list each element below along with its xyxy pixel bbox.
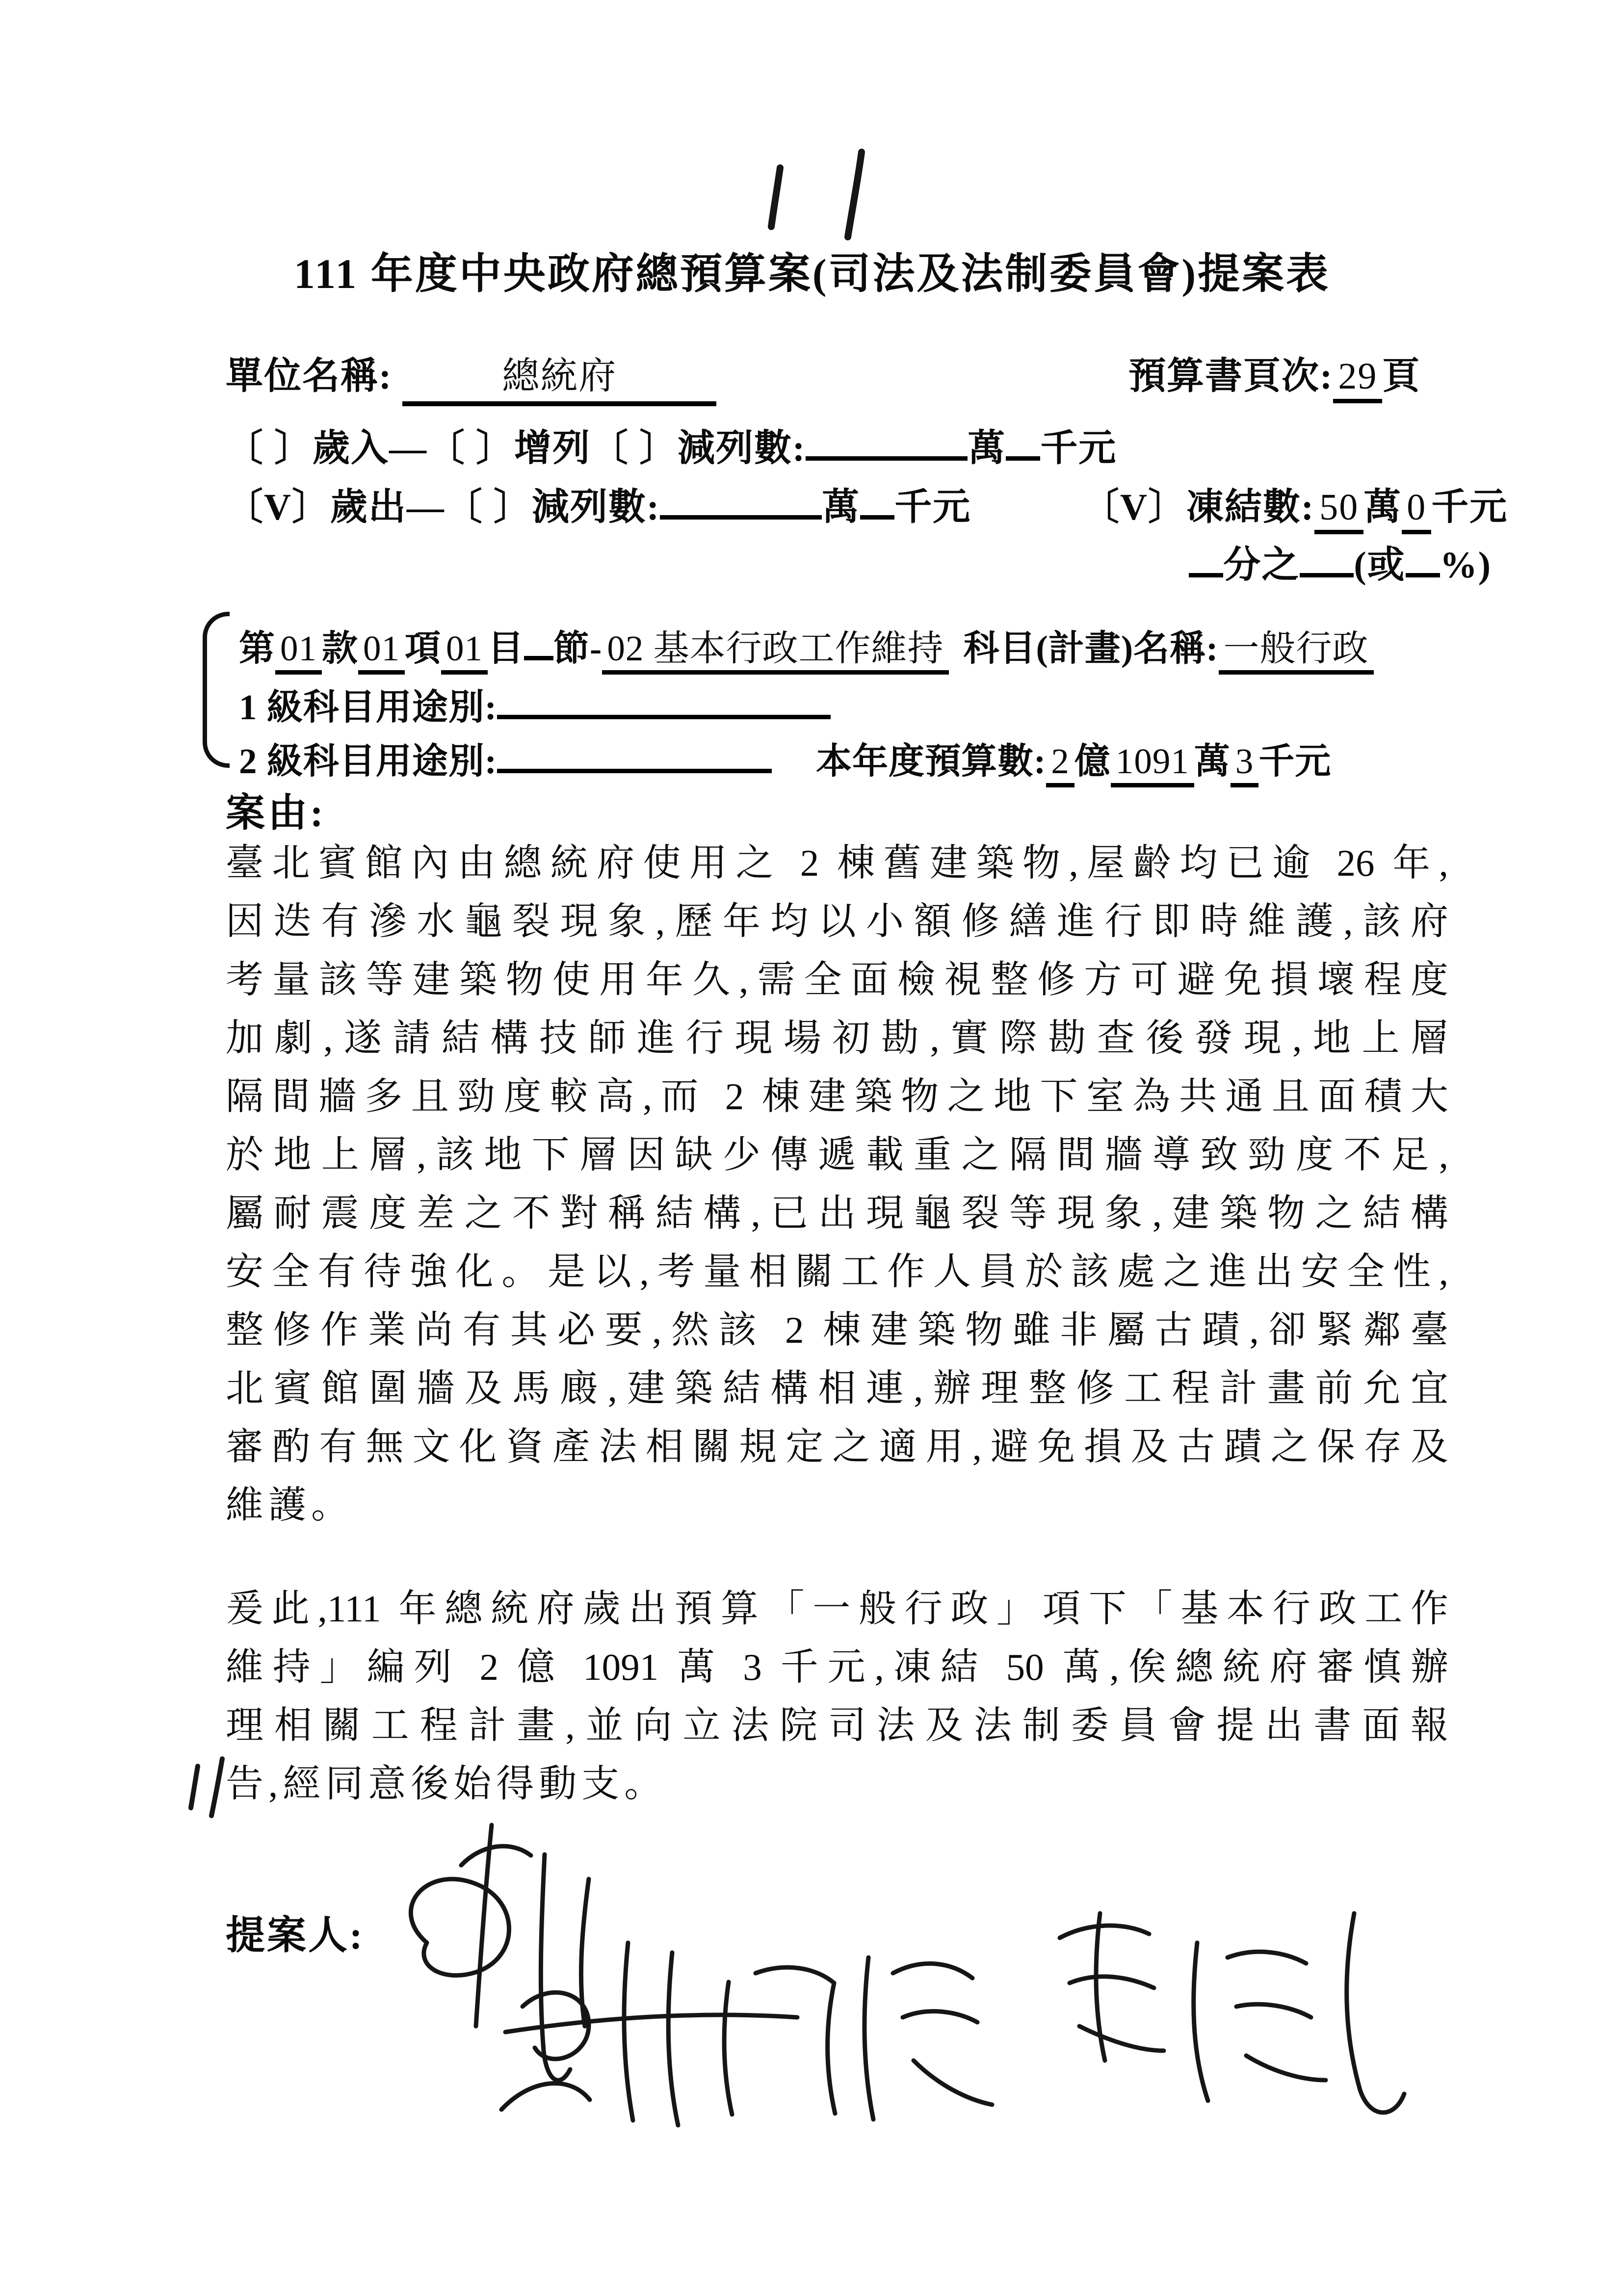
wan-unit: 萬 [1363,487,1402,528]
budget-qian-value: 3 [1231,741,1259,787]
revenue-label: 歲入 [313,428,389,469]
level1-usage-row [239,678,831,730]
case-line: 維持」編列 2 億 1091 萬 3 千元,凍結 50 萬,俟總統府審慎辦 [226,1646,1448,1688]
budget-page-row [1128,346,1420,399]
unit-name-label: 單位名稱: [226,356,393,397]
xiang-label: 項 [405,628,441,668]
blank-underline [497,736,772,773]
subject-name-value: 一般行政 [1219,628,1374,675]
budget-page-unit: 頁 [1382,356,1421,397]
subject-name-label: 科目(計畫)名稱: [963,628,1219,668]
level2-usage-row [239,732,1331,783]
case-line: 審酌有無文化資產法相關規定之適用,避免損及古蹟之保存及 [226,1426,1448,1468]
signature-3-icon [1060,1913,1404,2113]
case-line: 隔間牆多且勁度較高,而 2 棟建築物之地下室為共通且面積大 [226,1075,1448,1118]
page-title: 111 年度中央政府總預算案(司法及法制委員會)提案表 [293,250,1331,297]
freeze-qian-value: 0 [1402,487,1431,534]
freeze-row [1082,477,1508,530]
unit-name-field: 總統府 [402,346,716,406]
revenue-checkbox: 〔 〕 [226,428,313,469]
subject-line [239,619,1374,671]
percent-label: %) [1440,545,1492,586]
budget-page-value: 29 [1333,356,1382,403]
handwritten-margin-mark-11-icon [181,1754,239,1818]
case-line: 考量該等建築物使用年久,需全面檢視整修方可避免損壞程度 [226,959,1448,1001]
blank-underline [1006,423,1040,461]
xiang-number: 01 [358,628,405,675]
case-line: 屬耐震度差之不對稱結構,已出現龜裂等現象,建築物之結構 [226,1192,1448,1234]
kuan-label-prefix: 第 [239,628,275,668]
level2-usage-label: 2 級科目用途別: [239,741,498,781]
decrease-label: 減列數: [678,428,806,469]
annual-budget-label: 本年度預算數: [816,741,1047,781]
increase-checkbox: 〔 〕 [427,428,514,469]
proposer-label: 提案人: [226,1914,365,1957]
qianyuan-unit: 千元 [1258,741,1332,781]
proposer-signatures [314,1796,1442,2159]
mu-label: 目 [488,628,524,668]
freeze-label: 凍結數: [1186,487,1315,528]
blank-underline [524,624,553,660]
dash: — [406,487,445,528]
case-line: 整修作業尚有其必要,然該 2 棟建築物雖非屬古蹟,卻緊鄰臺 [226,1309,1448,1351]
wan-unit: 萬 [822,487,861,528]
case-line: 理相關工程計畫,並向立法院司法及法制委員會提出書面報 [226,1704,1448,1747]
unit-name-row [226,346,716,406]
expenditure-label: 歲出 [330,487,407,528]
wan-unit: 萬 [1194,741,1231,781]
case-heading: 案由: [226,792,326,835]
decrease-checkbox: 〔 〕 [591,428,678,469]
blank-underline [497,682,831,719]
increase-label: 增列 [514,428,591,469]
case-line: 爰此,111 年總統府歲出預算「一般行政」項下「基本行政工作 [226,1588,1448,1630]
case-line: 於地上層,該地下層因缺少傳遞載重之隔間牆導致勁度不足, [226,1134,1448,1176]
qianyuan-unit: 千元 [1040,428,1117,469]
handwritten-stroke [771,168,780,227]
fraction-row [1189,535,1492,588]
case-line: 安全有待強化。是以,考量相關工作人員於該處之進出安全性, [226,1251,1448,1293]
blank-underline [1300,540,1354,577]
blank-underline [660,482,822,520]
freeze-checkbox-checked: 〔V〕 [1082,487,1186,528]
yi-unit: 億 [1074,741,1111,781]
paragraph-spacer [226,1535,1448,1580]
mu-number: 01 [441,628,488,675]
huo-label: (或 [1354,545,1406,586]
subject-block-bracket [203,612,230,768]
case-line: 維護。 [226,1484,354,1526]
level1-usage-label: 1 級科目用途別: [239,687,498,727]
qianyuan-unit: 千元 [1431,487,1508,528]
revenue-row [226,418,1117,471]
kuan-number: 01 [275,628,322,675]
handwritten-stroke [848,152,862,237]
dash: — [389,428,427,469]
wan-unit: 萬 [968,428,1006,469]
kuan-label: 款 [322,628,358,668]
budget-yi-value: 2 [1046,741,1074,787]
blank-underline [806,423,968,461]
signature-1-icon [411,1825,589,2080]
decrease-label: 減列數: [531,487,660,528]
jie-label: 節- [553,628,602,668]
case-line: 加劇,遂請結構技師進行現場初勘,實際勘查後發現,地上層 [226,1017,1448,1059]
blank-underline [1189,540,1223,577]
blank-underline [1406,540,1440,577]
jie-value: 02 基本行政工作維持 [602,628,948,675]
case-line: 告,經同意後始得動支。 [226,1763,667,1805]
budget-wan-value: 1091 [1111,741,1194,787]
expenditure-checkbox-checked: 〔V〕 [226,487,330,528]
signature-2-icon [501,1943,992,2125]
qianyuan-unit: 千元 [894,487,971,528]
budget-page-label: 預算書頁次: [1128,356,1334,397]
blank-underline [860,482,894,520]
handwritten-stroke [191,1766,198,1808]
handwritten-stroke [211,1759,222,1816]
expenditure-row [226,477,971,530]
fenzhi-label: 分之 [1223,545,1300,586]
case-line: 因迭有滲水龜裂現象,歷年均以小額修繕進行即時維護,該府 [226,900,1448,942]
case-line: 臺北賓館內由總統府使用之 2 棟舊建築物,屋齡均已逾 26 年, [226,842,1448,884]
case-body [226,834,1448,1813]
case-line: 北賓館圍牆及馬廄,建築結構相連,辦理整修工程計畫前允宜 [226,1367,1448,1409]
decrease-checkbox: 〔 〕 [445,487,532,528]
freeze-wan-value: 50 [1314,487,1363,534]
